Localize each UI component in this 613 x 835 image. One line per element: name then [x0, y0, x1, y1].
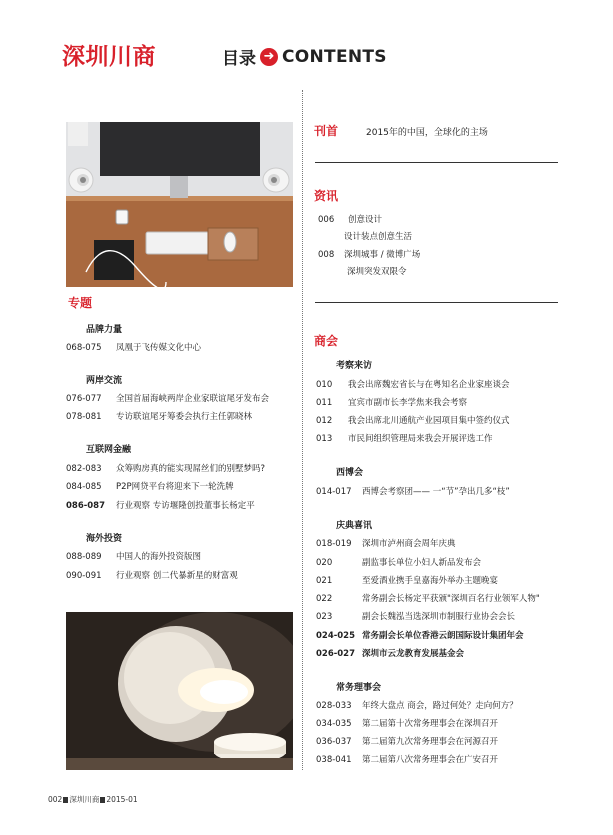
toc-item[interactable]: 088-089 中国人的海外投资版图	[66, 552, 202, 562]
toc-item[interactable]: 082-083 众筹购房真的能实现屌丝们的别墅梦吗?	[66, 464, 266, 474]
group-title: 品牌力量	[86, 325, 123, 335]
kanshou-title[interactable]: 2015年的中国，全球化的主场	[366, 128, 488, 138]
toc-item[interactable]: 090-091 行业观察 创二代暴新星的财富观	[66, 571, 238, 581]
group-title: 常务理事会	[336, 683, 382, 693]
toc-item[interactable]: 028-033 年终大盘点 商会，路过何处？走向何方？	[316, 701, 518, 711]
toc-item[interactable]: 034-035 第二届第十次常务理事会在深圳召开	[316, 719, 499, 729]
group-title: 互联网金融	[86, 445, 132, 455]
desk-illustration	[66, 122, 293, 287]
group-title: 西博会	[336, 468, 364, 478]
page-number: 002	[48, 795, 63, 804]
toc-subitem[interactable]: 设计装点创意生活	[344, 232, 413, 242]
section-zhuanti: 专题	[68, 296, 93, 310]
section-kanshou: 刊首	[314, 124, 339, 138]
toc-item[interactable]: 084-085 P2P网贷平台将迎来下一轮洗牌	[66, 482, 234, 492]
toc-item[interactable]: 018-019 深圳市泸州商会周年庆典	[316, 539, 456, 549]
lamp-photo	[66, 612, 293, 770]
toc-item[interactable]: 078-081 专访联谊尾牙筹委会执行主任郭晓林	[66, 412, 253, 422]
page-footer	[48, 794, 138, 805]
toc-cn-label: 目录	[222, 49, 256, 69]
toc-en-label: CONTENTS	[282, 46, 387, 67]
toc-item[interactable]: 008 深圳城事 / 微博广场	[318, 250, 421, 260]
group-title: 庆典喜讯	[336, 521, 373, 531]
toc-item[interactable]: 023 副会长魏泓当选深圳市制服行业协会会长	[316, 612, 516, 622]
toc-item[interactable]: 010 我会出席魏宏省长与在粤知名企业家座谈会	[316, 380, 510, 390]
lamp-illustration	[66, 612, 293, 770]
toc-item[interactable]: 068-075 凤凰于飞传媒文化中心	[66, 343, 202, 353]
toc-item[interactable]: 076-077 全国首届海峡两岸企业家联谊尾牙发布会	[66, 394, 270, 404]
toc-subitem[interactable]: 深圳突发双限令	[347, 267, 407, 277]
square-icon	[100, 797, 105, 803]
toc-item[interactable]: 024-025 常务副会长单位香港云朗国际设计集团年会	[316, 631, 524, 641]
toc-heading	[222, 44, 387, 69]
arrow-right-icon: ➜	[260, 48, 278, 66]
magazine-logo: 深圳川商	[62, 44, 156, 70]
section-zixun: 资讯	[314, 189, 339, 203]
toc-item[interactable]: 013 市民间组织管理局来我会开展评选工作	[316, 434, 493, 444]
toc-item[interactable]: 020 副监事长单位小妇人新品发布会	[316, 558, 482, 568]
group-title: 两岸交流	[86, 376, 123, 386]
square-icon	[63, 797, 68, 803]
toc-item[interactable]: 011 宜宾市副市长李学焦来我会考察	[316, 398, 468, 408]
section-shanghui: 商会	[314, 334, 339, 348]
toc-item[interactable]: 006 创意设计	[318, 215, 383, 225]
section-rule	[315, 162, 558, 163]
footer-issue: 2015-01	[106, 795, 138, 804]
section-rule	[315, 302, 558, 303]
toc-item[interactable]: 086-087 行业观察 专访堰隆创投董事长杨定平	[66, 501, 255, 511]
toc-item[interactable]: 014-017 西博会考察团—— 一“节”孕出几多“枝”	[316, 487, 510, 497]
group-title: 海外投资	[86, 534, 123, 544]
column-divider	[302, 90, 303, 770]
group-title: 考察来访	[336, 361, 373, 371]
toc-item[interactable]: 022 常务副会长杨定平获颁"深圳百名行业领军人物"	[316, 594, 540, 604]
toc-item[interactable]: 036-037 第二届第九次常务理事会在河源召开	[316, 737, 499, 747]
toc-item[interactable]: 026-027 深圳市云龙教育发展基金会	[316, 649, 465, 659]
desk-photo	[66, 122, 293, 287]
toc-item[interactable]: 038-041 第二届第八次常务理事会在广安召开	[316, 755, 499, 765]
toc-item[interactable]: 012 我会出席北川通航产业园项目集中签约仪式	[316, 416, 510, 426]
footer-magazine: 深圳川商	[69, 795, 100, 804]
toc-item[interactable]: 021 至爱酒业携手皇嘉海外举办主题晚宴	[316, 576, 499, 586]
